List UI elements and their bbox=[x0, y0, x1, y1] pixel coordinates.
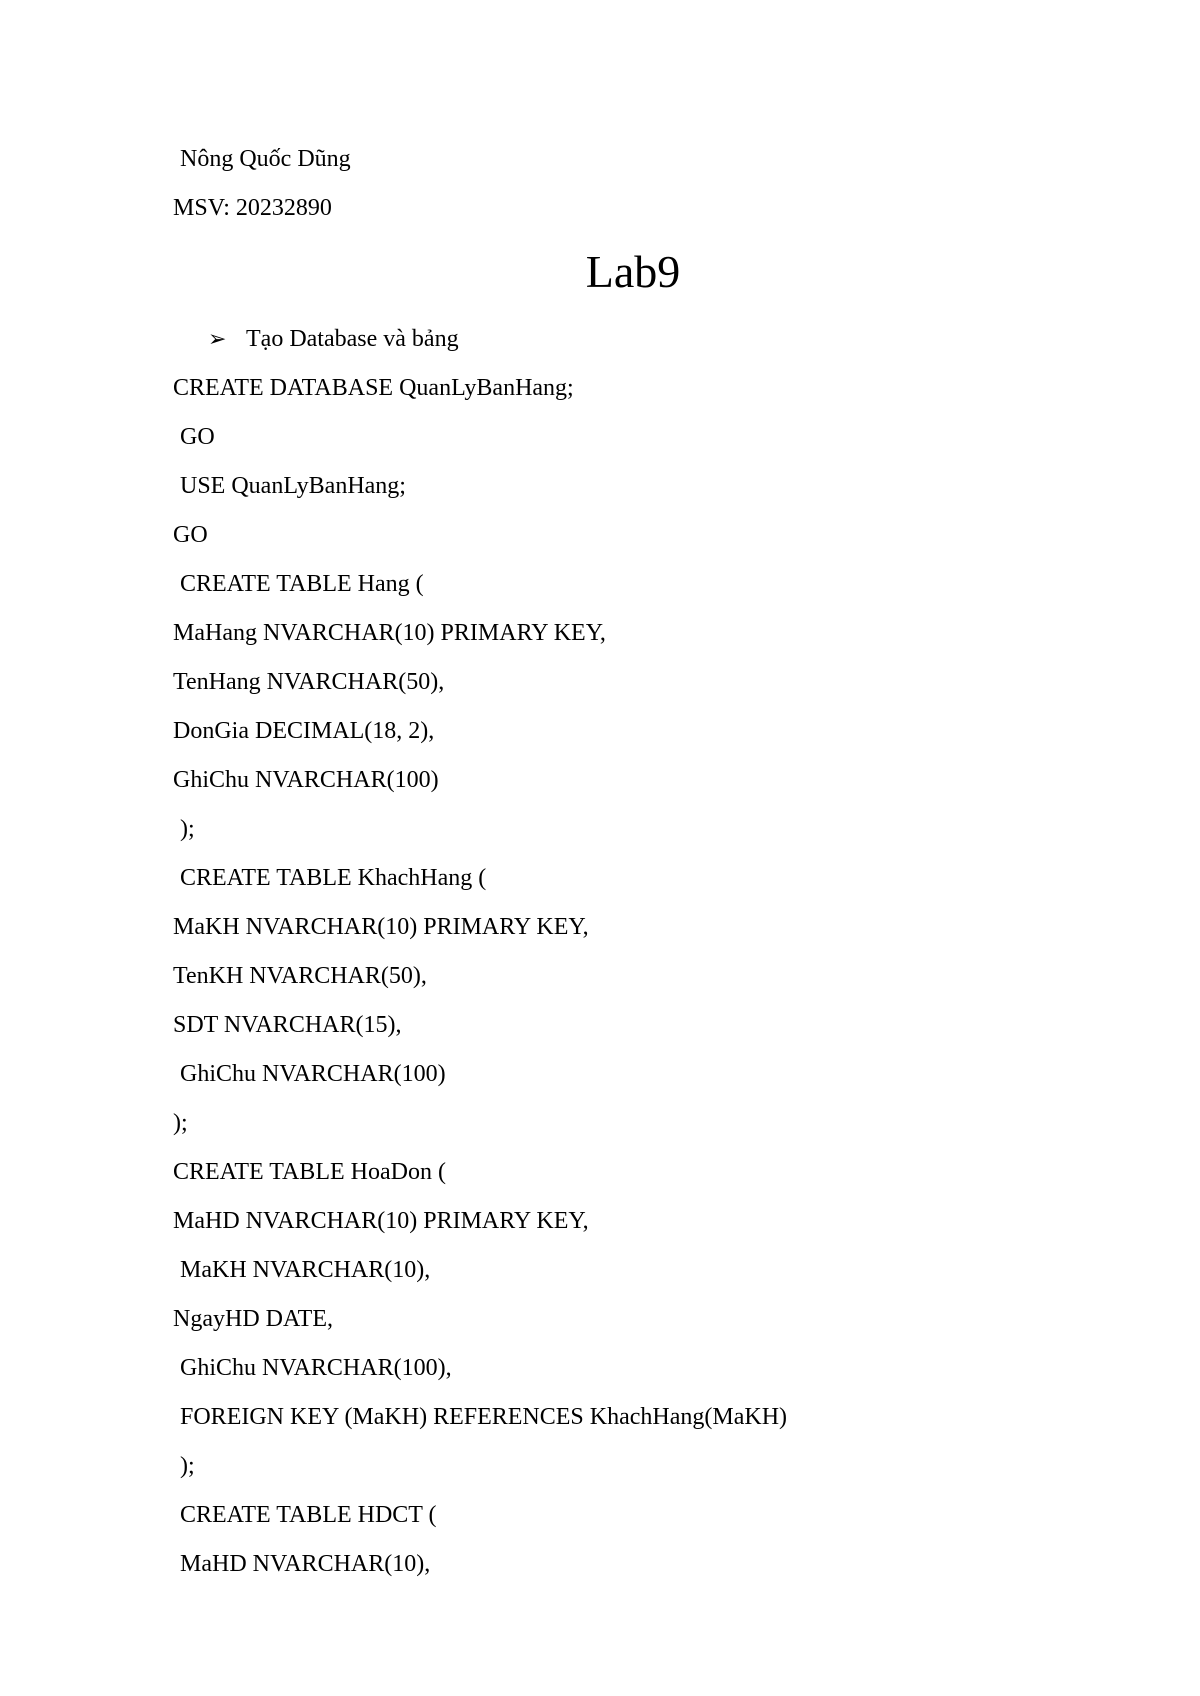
code-line: DonGia DECIMAL(18, 2), bbox=[173, 718, 435, 744]
section-heading: Tạo Database và bảng bbox=[246, 326, 459, 352]
code-line: ); bbox=[180, 816, 195, 842]
code-line: ); bbox=[173, 1110, 188, 1136]
code-line: CREATE DATABASE QuanLyBanHang; bbox=[173, 375, 574, 401]
code-line: MaHD NVARCHAR(10), bbox=[180, 1551, 431, 1577]
code-line: GO bbox=[173, 522, 208, 548]
code-line: MaHD NVARCHAR(10) PRIMARY KEY, bbox=[173, 1208, 589, 1234]
code-line: USE QuanLyBanHang; bbox=[180, 473, 406, 499]
code-line: GhiChu NVARCHAR(100), bbox=[180, 1355, 452, 1381]
student-id: MSV: 20232890 bbox=[173, 195, 332, 221]
code-line: MaKH NVARCHAR(10) PRIMARY KEY, bbox=[173, 914, 589, 940]
code-line: MaKH NVARCHAR(10), bbox=[180, 1257, 431, 1283]
code-line: GhiChu NVARCHAR(100) bbox=[180, 1061, 446, 1087]
author-name: Nông Quốc Dũng bbox=[180, 146, 351, 172]
code-line: GhiChu NVARCHAR(100) bbox=[173, 767, 439, 793]
code-line: NgayHD DATE, bbox=[173, 1306, 333, 1332]
code-line: CREATE TABLE HDCT ( bbox=[180, 1502, 437, 1528]
code-line: CREATE TABLE Hang ( bbox=[180, 571, 424, 597]
code-line: MaHang NVARCHAR(10) PRIMARY KEY, bbox=[173, 620, 606, 646]
code-line: FOREIGN KEY (MaKH) REFERENCES KhachHang(MaKH) bbox=[180, 1404, 788, 1430]
code-line: TenHang NVARCHAR(50), bbox=[173, 669, 445, 695]
code-line: CREATE TABLE HoaDon ( bbox=[173, 1159, 446, 1185]
arrow-bullet-icon: ➢ bbox=[208, 326, 227, 351]
code-line: ); bbox=[180, 1453, 195, 1479]
code-line: TenKH NVARCHAR(50), bbox=[173, 963, 427, 989]
code-line: SDT NVARCHAR(15), bbox=[173, 1012, 402, 1038]
document-title: Lab9 bbox=[585, 246, 681, 297]
code-line: GO bbox=[180, 424, 215, 450]
code-line: CREATE TABLE KhachHang ( bbox=[180, 865, 487, 891]
